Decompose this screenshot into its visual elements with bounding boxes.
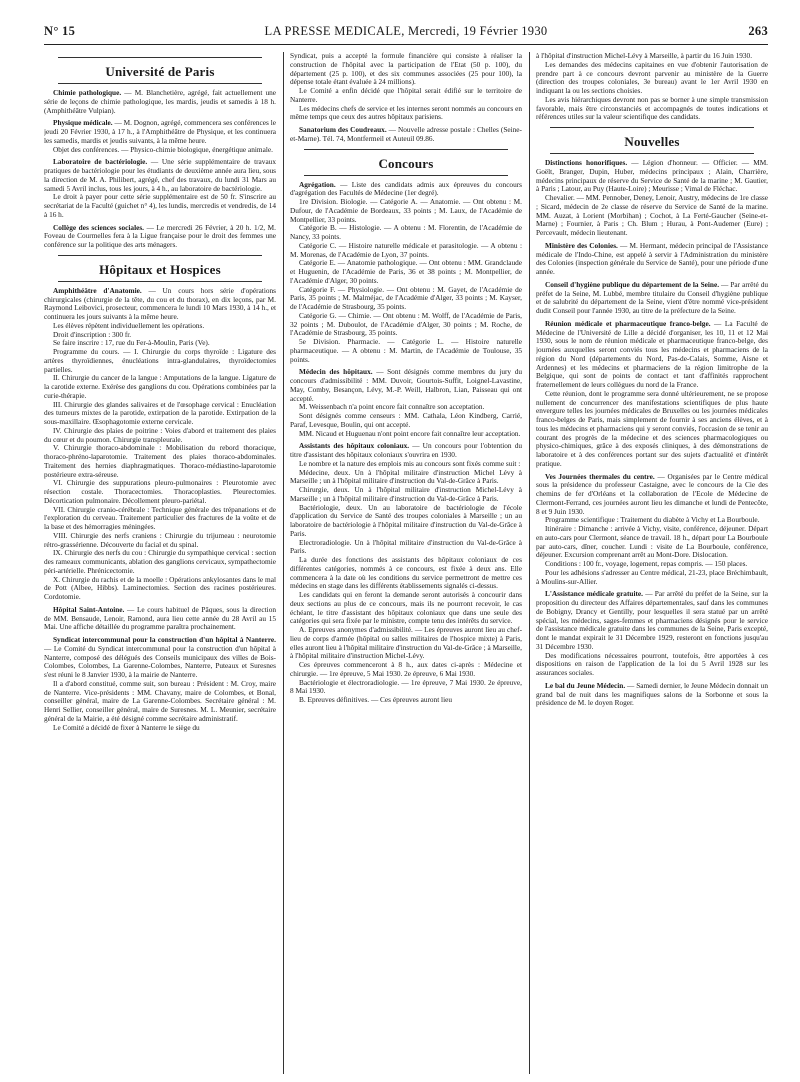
column-1 bbox=[44, 52, 276, 1074]
article bbox=[536, 320, 768, 390]
article bbox=[44, 287, 276, 322]
article-text: — Une série supplémentaire de travaux pratiques de bactériologie pour les étudiants de deuxième année aura lieu, sous la direction de M. A. Philibert, agrégé, chef des travaux, du lundi 31 Mars au samedi 5 Avril inclus, tous les jours, à 4 h., au laboratoire de bactériologie. bbox=[44, 157, 276, 193]
article-paragraph: V. Chirurgie thoraco-abdominale : Mobilisation du rebord thoracique, thoraco-phréno-laparotomie. Traitement des plaies thoraco-abdominales. Traitement des hernies diaphragmatiques. Thoraco-médiastino-laparotomie postérieure extra-séreuse. bbox=[44, 443, 276, 479]
article-text: — Par arrêté du préfet de la Seine, M. Lubbé, membre titulaire du Conseil d'hygiène publique et de salubrité du département de la Seine, vient d'être nommé vice-président dudit Conseil pour l'année 1930, au titre de la préfecture de la Seine. bbox=[536, 279, 768, 315]
article-paragraph: Ces épreuves commenceront à 8 h., aux dates ci-après : Médecine et chirurgie. — 1re épreuve, 5 Mai 1930. 2e épreuve, 6 Mai 1930. bbox=[290, 660, 522, 678]
article-paragraph: Catégorie C. — Histoire naturelle médicale et parasitologie. — A obtenu : M. Morenas, de l'Académie de Lyon, 37 points. bbox=[290, 240, 522, 259]
article-text: — Un cours hors série d'opérations chirurgicales (chirurgie de la tête, du cou et du thorax), en dix leçons, par M. Raymond Leibovici, prosecteur, commencera le lundi 10 Mars 1930, à 14 h., et continuera les jours suivants à la même heure. bbox=[44, 285, 276, 321]
article-paragraph: Chevalier. — MM. Pennober, Deney, Lenoir, Austry, médecins de 1re classe ; Sicard, médecin de 2e classe de réserve du Service de Santé de la marine. MM. Auzat, à Lorient (Morbihan) ; Cochot, à La Ferté-Gaucher (Seine-et-Marne) ; Fournier, à Paris ; Ch. Blum ; Hurau, à Pont-Audemer (Eure) ; Percevault, médecin lieutenant. bbox=[536, 193, 768, 237]
article-lead: Réunion médicale et pharmaceutique franco-belge. bbox=[545, 318, 711, 328]
article-paragraph: Objet des conférences. — Physico-chimie biologique, énergétique animale. bbox=[53, 144, 273, 154]
article-lead: Laboratoire de bactériologie. bbox=[53, 157, 148, 167]
article bbox=[44, 636, 276, 680]
article-paragraph: Programme scientifique : Traitement du diabète à Vichy et La Bourboule. bbox=[545, 515, 760, 525]
article-lead: Physique médicale. bbox=[53, 118, 113, 128]
section-title-nouvelles: Nouvelles bbox=[624, 134, 680, 149]
article-text: — Un concours pour l'obtention du titre d'assistant des hôpitaux coloniaux s'ouvrira en 1930. bbox=[290, 441, 522, 459]
article-paragraph: MM. Nicaud et Huguenau n'ont point encore fait connaître leur acceptation. bbox=[299, 428, 521, 438]
column-3 bbox=[536, 52, 768, 1074]
article-lead: Chimie pathologique. bbox=[53, 88, 122, 97]
page-number: 263 bbox=[748, 24, 768, 38]
article-lead: Hôpital Saint-Antoine. bbox=[53, 604, 125, 614]
article-text: — Le Comité du Syndicat intercommunal pour la construction d'un hôpital à Nanterre, composé des délégués des Conseils municipaux des villes de Bois-Colombes, Colombes, La Garenne-Colombes, Nanterre, Puteaux et Suresnes s'est réuni le 8 Janvier 1930, à la mairie de Nanterre. bbox=[44, 643, 276, 679]
article-paragraph: 1re Division. Biologie. — Catégorie A. — Anatomie. — Ont obtenu : M. Dufour, de l'Académie de Bordeaux, 33 points ; M. Laux, de l'Académie de Montpellier, 33 points. bbox=[290, 197, 522, 224]
article-text: — M. Blanchetière, agrégé, fait actuellement une série de leçons de chimie pathologique, les mardis, jeudis et samedis à 18 h. (Amphithéâtre Vulpian). bbox=[44, 88, 276, 115]
article-paragraph: Catégorie F. — Physiologie. — Ont obtenu : M. Gayet, de l'Académie de Paris, 35 points ; M. Malméjac, de l'Académie d'Alger, 33 points ; M. Kayser, de l'Académie de Strasbourg, 35 points. bbox=[290, 284, 522, 311]
section-rule bbox=[58, 281, 262, 282]
article-paragraph: Catégorie B. — Histologie. — A obtenu : M. Florentin, de l'Académie de Nancy, 33 points. bbox=[290, 223, 522, 241]
article-text: — Nouvelle adresse postale : Chelles (Seine-et-Marne). Tél. 74, Montfermeil et Auteuil 09.86. bbox=[290, 125, 522, 143]
article-paragraph: Chirurgie, deux. Un à l'hôpital militaire d'instruction Michel-Lévy à Marseille ; un à l'hôpital militaire d'instruction du Val-de-Grâce à Paris. bbox=[290, 485, 522, 503]
article-text: — Sont désignés comme membres du jury du concours d'admissibilité : MM. Duvoir, Gourtois-Suffit, Loignel-Lavastine, May, Comby, Besançon, Lévy, M.-P. Weill, Halbron, Lian, Paisseau qui ont accepté. bbox=[290, 367, 522, 403]
column-2 bbox=[290, 52, 522, 1074]
article-paragraph: La durée des fonctions des assistants des hôpitaux coloniaux de ces différentes catégories, nommés à ce concours, est fixée à deux ans. Elle commencera à la date où les conditions du service permettront de mettre ces médecins en stage dans les différents établissements signalés ci-dessus. bbox=[290, 555, 522, 591]
article-paragraph: Syndicat, puis a accepté la formule financière qui consiste à réaliser la construction de l'hôpital avec la participation de l'Etat (50 p. 100), du département (25 p. 100), et des six communes associées (25 pour 100), la dépense totale étant évaluée à 24 millions). bbox=[290, 52, 522, 87]
section-title-hopitaux: Hôpitaux et Hospices bbox=[99, 261, 221, 277]
article-text: — La Faculté de Médecine de l'Université de Lille a décidé d'organiser, les 10, 11 et 12 Mai 1930, sous le nom de réunion médicale et pharmaceutique franco-belge, des journées auxquelles seront conviés tous les médecins et pharmaciens de la région du Nord (départements du Nord, Pas-de-Calais, Somme, Aisne et Ardennes) et les médecins et pharmaciens de la région limitrophe de la Belgique, qui sont de points de contact et tant d'affinités rapprochent fraternellement de leurs collègues du nord de la France. bbox=[536, 318, 768, 389]
section-rule bbox=[58, 57, 262, 58]
article bbox=[290, 181, 522, 199]
article bbox=[536, 590, 768, 651]
article-paragraph: Pour les adhésions s'adresser au Centre médical, 21-23, place Bréchimbault, à Moulins-sur-Allier. bbox=[536, 567, 768, 586]
article bbox=[44, 158, 276, 193]
article-paragraph: Les candidats qui en feront la demande seront autorisés à concourir dans deux sections au plus de ce concours, mais ils ne pourront recevoir, le cas échéant, le titre d'assistant des hôpitaux coloniaux que dans une seule des catégories qui sera fixée par le ministre, compte tenu des intérêts du service. bbox=[290, 590, 522, 626]
article-lead: Le bal du Jeune Médecin. bbox=[545, 680, 626, 690]
article-text: — Par arrêté du préfet de la Seine, sur la proposition du directeur des Affaires départementales, sauf dans les communes de Bobigny, Drancy et Gentilly, pour lesquelles il sera statué par un arrêté spécial, les médecins, sages-femmes et pharmaciens désignés pour le service de l'assistance médicale gratuite dans les communes de la Seine, Paris excepté, dont le mandat expirait le 31 Décembre 1929, resteront en fonctions jusqu'au 31 Décembre 1930. bbox=[536, 589, 768, 651]
article-paragraph: M. Weissenbach n'a point encore fait connaître son acceptation. bbox=[299, 402, 485, 412]
article bbox=[536, 281, 768, 316]
article-text: — Le cours habituel de Pâques, sous la direction de MM. Bensaude, Lenoir, Ramond, aura lieu cette année du 28 Avril au 15 Mai. Une affiche détaillée du programme paraîtra prochainement. bbox=[44, 604, 276, 632]
article-paragraph: Programme du cours. — I. Chirurgie du corps thyroïde : Ligature des artères thyroïdiennes, énucléations intra-glandulaires, thyroïdectomies partielles. bbox=[44, 347, 276, 374]
section-rule bbox=[304, 149, 508, 150]
article-paragraph: Le Comité a enfin décidé que l'hôpital serait édifié sur le territoire de Nanterre. bbox=[290, 86, 522, 104]
section-rule bbox=[550, 153, 754, 154]
article-paragraph: 5e Division. Pharmacie. — Catégorie L. — Histoire naturelle pharmaceutique. — A obtenu : M. Martin, de l'Académie de Toulouse, 35 points. bbox=[290, 337, 522, 364]
article-paragraph: Catégorie E. — Anatomie pathologique. — Ont obtenu : MM. Grandclaude et Huguenin, de l'Académie de Paris, 36 et 38 points ; M. Montpellier, de l'Académie d'Alger, 30 points. bbox=[290, 258, 522, 285]
article bbox=[536, 473, 768, 517]
article-lead: Médecin des hôpitaux. bbox=[299, 367, 373, 377]
article-lead: Amphithéâtre d'Anatomie. bbox=[53, 285, 142, 295]
article-paragraph: Droit d'inscription : 300 fr. bbox=[53, 329, 132, 339]
journal-title: LA PRESSE MEDICALE, Mercredi, 19 Février 1930 bbox=[264, 24, 548, 38]
article-paragraph: Il a d'abord constitué, comme suit, son bureau : Président : M. Croy, maire de Nanterre. Vice-présidents : MM. Chavany, maire de Colombes, et Bonal, conseiller général, maire de La Garenne-Colombes. Secrétaire général : M. Henri Sellier, conseiller général, maire de Suresnes. M. L. Meunier, secrétaire général de la Mairie, a été désigné comme secrétaire administratif. bbox=[44, 678, 276, 723]
header-rule bbox=[44, 44, 768, 45]
article-paragraph: Bactériologie, deux. Un au laboratoire de bactériologie de l'école d'application du Service de Santé des troupes coloniales à Marseille ; un au laboratoire de bactériologie à l'hôpital militaire d'instruction du Val-de-Grâce à Paris. bbox=[290, 502, 522, 538]
article-lead: Ves Journées thermales du centre. bbox=[545, 471, 655, 481]
article bbox=[44, 224, 276, 250]
article-paragraph: VIII. Chirurgie des nerfs craniens : Chirurgie du trijumeau : neurotomie rétro-grassérienne. Découverte du facial et du spinal. bbox=[44, 530, 276, 549]
column-separator bbox=[283, 52, 284, 1074]
article-lead: Conseil d'hygiène publique du département de la Seine. bbox=[545, 279, 720, 289]
article-lead: Agrégation. bbox=[299, 179, 336, 189]
article-paragraph: Conditions : 100 fr., voyage, logement, repas compris. — 150 places. bbox=[545, 559, 748, 568]
article bbox=[536, 242, 768, 277]
article-paragraph: IX. Chirurgie des nerfs du cou : Chirurgie du sympathique cervical : section des rameaux communicants, ablation des ganglions cervicaux, sympathectomie péri-artérielle. Phrénicectomie. bbox=[44, 548, 276, 575]
issue-number: N° 15 bbox=[44, 24, 76, 38]
article-lead: Distinctions honorifiques. bbox=[545, 158, 628, 167]
article-lead: Ministère des Colonies. bbox=[545, 240, 618, 250]
section-rule bbox=[58, 83, 262, 84]
article bbox=[290, 442, 522, 460]
article-paragraph: Les avis hiérarchiques devront non pas se borner à une simple transmission favorable, mais être circonstanciés et accompagnés de toutes indications et références utiles sur la valeur scientifique des candidats. bbox=[536, 94, 768, 122]
article-text: — Organisées par le Centre médical sous la présidence du professeur Castaigne, avec le concours de la Cie des chemins de fer d'Orléans et la collaboration de l'Ecole de Médecine de Clermont-Ferrand, ces journées auront lieu les dimanche et lundi de Pentecôte, 8 et 9 Juin 1930. bbox=[536, 471, 768, 516]
article-paragraph: II. Chirurgie du cancer de la langue : Amputations de la langue. Ligature de la carotide externe. Exérèse des ganglions du cou. Opérations combinées par la curie-thérapie. bbox=[44, 373, 276, 400]
article-lead: Syndicat intercommunal pour la construction d'un hôpital à Nanterre. bbox=[53, 635, 276, 644]
article-lead: Assistants des hôpitaux coloniaux. bbox=[299, 441, 410, 451]
running-header bbox=[44, 24, 768, 40]
article-paragraph: Le Comité a décidé de fixer à Nanterre le siège du bbox=[53, 722, 200, 732]
section-rule bbox=[304, 175, 508, 176]
article-paragraph: Le droit à payer pour cette série supplémentaire est de 50 fr. S'inscrire au secrétariat de la Faculté (guichet n° 4), les lundis, mercredis et vendredis, de 14 à 16 h. bbox=[44, 192, 276, 219]
article-text: — Samedi dernier, le Jeune Médecin donnait un grand bal de nuit dans les magnifiques salons de la Sorbonne et sous la présidence de M. le doyen Roger. bbox=[536, 680, 768, 708]
article-paragraph: III. Chirurgie des glandes salivaires et de l'œsophage cervical : Enucléation des tumeurs mixtes de la parotide, extirpation de la parotide. Extirpation de la sous-maxillaire. Œsophagotomie externe cervicale. bbox=[44, 399, 276, 426]
article-paragraph: IV. Chirurgie des plaies de poitrine : Voies d'abord et traitement des plaies du cœur et du poumon. Chirurgie transpleurale. bbox=[44, 425, 276, 444]
article-lead: L'Assistance médicale gratuite. bbox=[545, 589, 643, 599]
article-paragraph: VII. Chirurgie cranio-cérébrale : Technique générale des trépanations et de l'exploration du cerveau. Traitement particulier des fractures de la voûte et de la base et des hémorragies méningées. bbox=[44, 504, 276, 531]
article bbox=[44, 119, 276, 145]
article-paragraph: Bactériologie et électroradiologie. — 1re épreuve, 7 Mai 1930. 2e épreuve, 8 Mai 1930. bbox=[290, 677, 522, 696]
article-paragraph: Cette réunion, dont le programme sera donné ultérieurement, ne se propose nullement de concurrencer des manifestations scientifiques de plus haute envergure telles les journées médicales de Bruxelles ou les journées médicales franco-belges de Paris, mais simplement de fournir à ses anciens élèves, et à tous les médecins et pharmaciens qui y seront conviés, l'occasion de se tenir au courant des progrès de la médecine et des sciences pharmacologiques ou physico-chimiques, grâce à des exposés cliniques, à des démonstrations de laboratoire et à des conférences portant sur des sujets d'actualité et d'intérêt pratique. bbox=[536, 388, 768, 468]
article-paragraph: Médecine, deux. Un à l'hôpital militaire d'instruction Michel Lévy à Marseille ; un à l'hôpital militaire d'instruction du Val-de-Grâce à Paris. bbox=[290, 467, 522, 486]
article-paragraph: Le nombre et la nature des emplois mis au concours sont fixés comme suit : bbox=[299, 458, 521, 468]
article-paragraph: Electroradiologie. Un à l'hôpital militaire d'instruction du Val-de-Grâce à Paris. bbox=[290, 537, 522, 556]
article-paragraph: Des modifications nécessaires pourront, toutefois, être apportées à ces dispositions en raison de l'application de la loi du 5 Avril 1928 sur les assurances sociales. bbox=[536, 650, 768, 677]
section-title-concours: Concours bbox=[378, 155, 434, 171]
article-paragraph: Itinéraire : Dimanche : arrivée à Vichy, visite, conférence, déjeuner. Départ en auto-cars pour Clermont, séance de travail. 18 h., départ pour La Bourboule par auto-cars, dîner, coucher. Lundi : visite de La Bourboule, conférence, déjeuner. Excursion comprenant arrêt au Mont-Dore. Dislocation. bbox=[536, 524, 768, 560]
article-text: — M. Dognon, agrégé, commencera ses conférences le jeudi 20 Février 1930, à 17 h., à l'Amphithéâtre de Physique, et les continuera les samedis, mardis et jeudis suivants, à la même heure. bbox=[44, 118, 276, 145]
article-text: — M. Hermant, médecin principal de l'Assistance médicale de l'Indo-Chine, est appelé à servir à l'Administration du ministère des Colonies (inspection générale du Service de Santé), pour une période d'une année. bbox=[536, 240, 768, 276]
article bbox=[290, 368, 522, 403]
article-paragraph: Catégorie G. — Chimie. — Ont obtenu : M. Wolff, de l'Académie de Paris, 32 points ; M. Duboulot, de l'Académie d'Alger, 30 points ; M. Roche, de l'Académie de Strasbourg, 35 points. bbox=[290, 310, 522, 338]
article-lead: Collège des sciences sociales. bbox=[53, 222, 144, 232]
article bbox=[536, 159, 768, 194]
article-paragraph: X. Chirurgie du rachis et de la moelle : Opérations ankylosantes dans le mal de Pott (Albee, Hibbs). Laminectomies. Section des racines postérieures. Cordotomie. bbox=[44, 574, 276, 601]
article-paragraph: Sont désignés comme censeurs : MM. Cathala, Léon Kindberg, Carrié, Paraf, Levesque, Boulin, qui ont accepté. bbox=[290, 411, 522, 429]
article bbox=[44, 89, 276, 115]
article-paragraph: VI. Chirurgie des suppurations pleuro-pulmonaires : Pleurotomie avec résection costale. Thoracectomies. Thoracoplasties. Pleurectomies. Décortication pulmonaire. Décollement pleuro-pariétal. bbox=[44, 478, 276, 505]
article-paragraph: Les médecins chefs de service et les internes seront nommés au concours en même temps que ceux des autres hôpitaux parisiens. bbox=[290, 103, 522, 122]
article-paragraph: A. Epreuves anonymes d'admissibilité. — Les épreuves auront lieu au chef-lieu de corps d'armée (hôpital ou salles militaires de l'hospice mixte) à Paris, elles auront lieu à l'hôpital militaire d'instruction du Val-de-Grâce ; à Marseille, à l'hôpital militaire d'instruction Michel-Lévy. bbox=[290, 625, 522, 661]
article-text: — Le mercredi 26 Février, à 20 h. 1/2, M. Foveau de Courmelles fera à la Ligue française pour le droit des femmes une conférence sur la politique des arts ménagers. bbox=[44, 222, 276, 249]
article bbox=[536, 682, 768, 708]
article bbox=[290, 126, 522, 144]
section-title-universite: Université de Paris bbox=[105, 64, 215, 79]
column-separator bbox=[529, 52, 530, 1074]
article-paragraph: Se faire inscrire : 17, rue du Fer-à-Moulin, Paris (Ve). bbox=[53, 338, 210, 348]
article-paragraph: à l'hôpital d'instruction Michel-Lévy à Marseille, à partir du 16 Juin 1930. bbox=[536, 52, 753, 60]
section-rule bbox=[550, 127, 754, 128]
article-paragraph: B. Epreuves définitives. — Ces épreuves auront lieu bbox=[299, 695, 452, 704]
article-lead: Sanatorium des Coudreaux. bbox=[299, 125, 387, 134]
article-text: — Légion d'honneur. — Officier. — MM. Goëlt, Branger, Dupin, Huber, médecins principaux ; Alain, Charrière, médecins principaux de réserve du Service de Santé de la marine ; M. Gautier, à Paris ; Latour, au Puy (Haute-Loire) ; Meurisse ; Vimal de Fléchac. bbox=[536, 158, 768, 194]
article-text: — Liste des candidats admis aux épreuves du concours d'agrégation des Facultés de Médecine (1er degré). bbox=[290, 179, 522, 198]
section-rule bbox=[58, 255, 262, 256]
article-paragraph: Les demandes des médecins capitaines en vue d'obtenir l'autorisation de prendre part à ce concours devront parvenir au ministère de la Guerre (direction des troupes coloniales, 3e bureau) avant le 1er Avril 1930 en indiquant la ou les sections choisies. bbox=[536, 59, 768, 95]
article-paragraph: Les élèves répètent individuellement les opérations. bbox=[53, 320, 205, 330]
article bbox=[44, 606, 276, 632]
